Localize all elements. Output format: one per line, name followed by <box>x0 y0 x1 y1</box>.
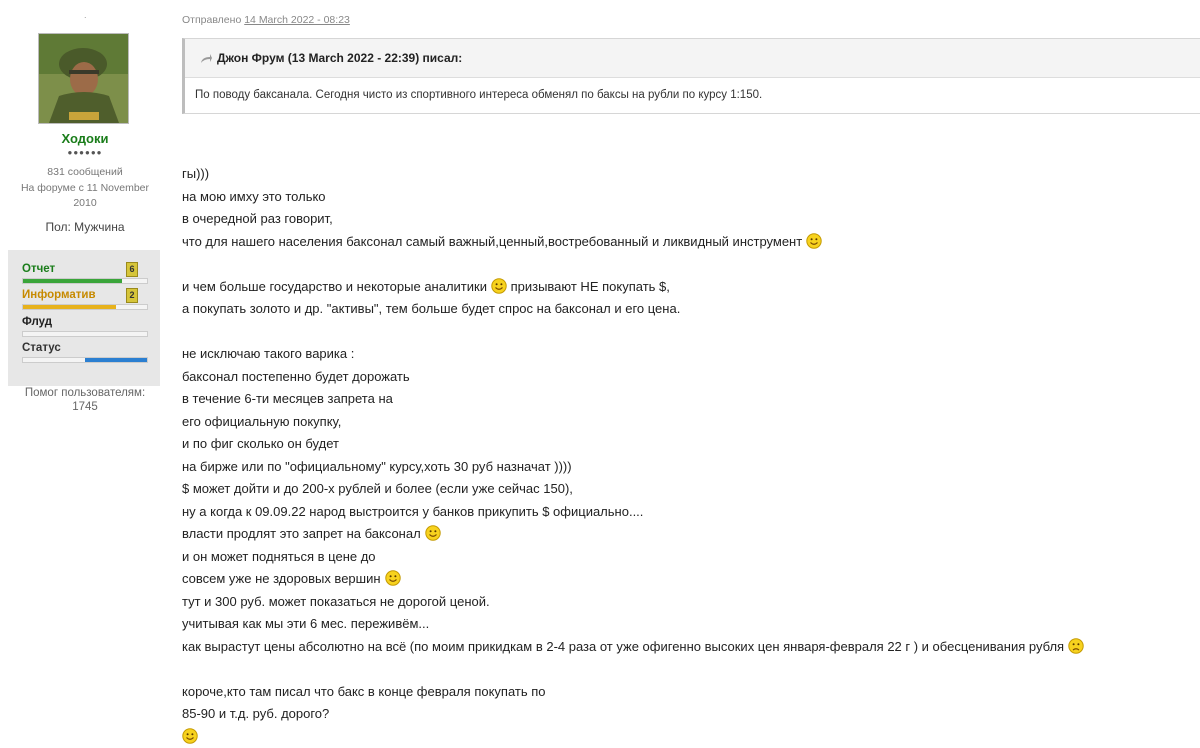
member-since: На форуме с 11 November <box>0 181 170 196</box>
quote-header <box>185 39 1200 78</box>
rep-bar <box>22 304 148 310</box>
post-line <box>182 163 1084 186</box>
post-line <box>182 298 1084 321</box>
post-line-text: как вырастут цены абсолютно на всё (по моим прикидкам в 2-4 раза от уже офигенно высоких цен января-февраля 22 г ) и обесценивания рубля <box>182 639 1064 654</box>
post-line-text: и чем больше государство и некоторые аналитики <box>182 279 487 294</box>
post-line <box>182 456 1084 479</box>
post-line <box>182 208 1084 231</box>
post-line-text: короче,кто там писал что бакс в конце февраля покупать по <box>182 684 546 699</box>
smile-icon <box>385 570 401 586</box>
rep-label: Отчет <box>22 262 148 276</box>
rep-label: Статус <box>22 341 148 355</box>
post-line <box>182 343 1084 366</box>
rep-informative[interactable] <box>22 288 148 302</box>
post-line <box>182 501 1084 524</box>
quote-block <box>182 38 1200 114</box>
post-line-text: тут и 300 руб. может показаться не дорогой ценой. <box>182 594 490 609</box>
quote-author: Джон Фрум (13 March 2022 - 22:39) писал: <box>217 51 462 65</box>
post-line <box>182 523 1084 546</box>
sent-prefix: Отправлено <box>182 14 241 26</box>
post-line-text: в течение 6-ти месяцев запрета на <box>182 391 393 406</box>
post-line <box>182 478 1084 501</box>
post-line-text: 85-90 и т.д. руб. дорого? <box>182 706 329 721</box>
post-line-text: власти продлят это запрет на баксонал <box>182 526 421 541</box>
reputation-panel <box>8 250 160 386</box>
separator-dot: . <box>84 10 87 20</box>
rep-report[interactable] <box>22 262 148 276</box>
rep-bar <box>22 357 148 363</box>
post-date-link[interactable]: 14 March 2022 - 08:23 <box>244 14 350 26</box>
post-line-text: и он может подняться в цене до <box>182 549 376 564</box>
post-line-text: и по фиг сколько он будет <box>182 436 339 451</box>
paragraph-gap <box>182 253 1084 276</box>
post-date <box>182 14 350 26</box>
post-line <box>182 568 1084 591</box>
post-line <box>182 276 1084 299</box>
helped-users-count: 1745 <box>0 400 170 414</box>
post-line <box>182 546 1084 569</box>
rep-badge-icon: 6 <box>126 262 138 277</box>
rep-bar <box>22 278 148 284</box>
post-count: 831 сообщений <box>0 165 170 180</box>
paragraph-gap <box>182 658 1084 681</box>
post-line-text-after: призывают НЕ покупать $, <box>507 279 670 294</box>
gender: Пол: Мужчина <box>0 220 170 234</box>
smile-icon <box>425 525 441 541</box>
post-line <box>182 388 1084 411</box>
post-line <box>182 681 1084 704</box>
post-line-text: в очередной раз говорит, <box>182 211 333 226</box>
post-line-text: совсем уже не здоровых вершин <box>182 571 381 586</box>
rep-label: Флуд <box>22 315 148 329</box>
smile-icon <box>182 728 198 744</box>
post-line <box>182 703 1084 726</box>
post-line <box>182 411 1084 434</box>
member-since-year: 2010 <box>0 196 170 211</box>
post-line <box>182 613 1084 636</box>
post-line-text: что для нашего населения баксонал самый важный,ценный,востребованный и ликвидный инструмент <box>182 234 802 249</box>
post-line-text: баксонал постепенно будет дорожать <box>182 369 410 384</box>
username[interactable]: Ходоки <box>0 131 170 146</box>
post-line <box>182 433 1084 456</box>
post-line <box>182 366 1084 389</box>
rep-label: Информатив <box>22 288 148 302</box>
user-sidebar <box>0 0 170 744</box>
smile-icon <box>491 278 507 294</box>
post-line <box>182 591 1084 614</box>
paragraph-gap <box>182 321 1084 344</box>
rep-badge-icon: 2 <box>126 288 138 303</box>
post-body <box>182 163 1084 748</box>
post-line-text: на бирже или по "официальному" курсу,хоть 30 руб назначат )))) <box>182 459 572 474</box>
post-line-text: ну а когда к 09.09.22 народ выстроится у банков прикупить $ официально.... <box>182 504 643 519</box>
post-line <box>182 231 1084 254</box>
post-line-text: а покупать золото и др. "активы", тем больше будет спрос на баксонал и его цена. <box>182 301 680 316</box>
rep-flood[interactable] <box>22 315 148 329</box>
post-line <box>182 186 1084 209</box>
quote-text: По поводу баксанала. Сегодня чисто из спортивного интереса обменял по баксы на рубли по курсу 1:150. <box>195 89 762 101</box>
quote-arrow-icon <box>200 52 212 64</box>
helped-users <box>0 386 170 414</box>
post-line-text: его официальную покупку, <box>182 414 341 429</box>
post-line-text: учитывая как мы эти 6 мес. переживём... <box>182 616 429 631</box>
post-line-text: не исключаю такого варика : <box>182 346 354 361</box>
post-line-text: гы))) <box>182 166 209 181</box>
helped-users-label: Помог пользователям: <box>0 386 170 400</box>
post-line-text: на мою имху это только <box>182 189 326 204</box>
post-line-text: $ может дойти и до 200-х рублей и более (если уже сейчас 150), <box>182 481 573 496</box>
post-line <box>182 636 1084 659</box>
smile-icon <box>806 233 822 249</box>
post-line <box>182 726 1084 748</box>
sad-icon <box>1068 638 1084 654</box>
rank-dots: ●●●●●● <box>0 148 170 157</box>
rep-bar <box>22 331 148 337</box>
rep-status[interactable] <box>22 341 148 355</box>
avatar[interactable] <box>38 33 129 124</box>
